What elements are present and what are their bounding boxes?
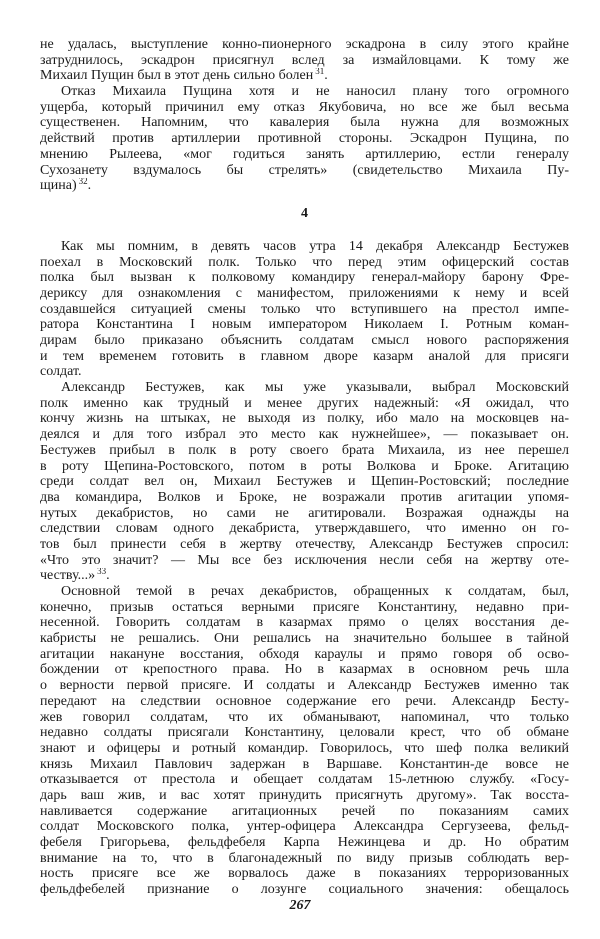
text-block-after-section: [40, 239, 569, 898]
text-line: полка был вызван к полковому командиру генерал-майору барону Фре-: [40, 270, 569, 286]
text-block-before-section: [40, 37, 569, 194]
text-line: ность присяге все же ворвалось даже в показаниях терроризованных: [40, 866, 569, 882]
text-line: два командира, Волков и Броке, не возражали против агитации упомя-: [40, 489, 569, 505]
text-line: «Что это значит? — Мы все без исключения несли себя на жертву оте-: [40, 552, 569, 568]
text-line: Основной темой в речах декабристов, обращенных к солдатам, был,: [61, 584, 569, 599]
text-line: знают и офицеры и ротный командир. Говорилось, что шеф полка великий: [40, 740, 569, 756]
line-tail: .: [106, 568, 110, 584]
text-line: передают на следствии основное содержание его речи. Александр Бесту-: [40, 693, 569, 709]
footnote-reference[interactable]: 31: [315, 68, 325, 77]
text-line: в роту Щепина-Ростовского, потом в роты Волкова и Броке. Агитацию: [40, 458, 569, 474]
paragraph: [40, 584, 569, 898]
text-line: [40, 178, 569, 194]
text-line: существенен. Напомним, что кавалерия была нужна для возможных: [40, 115, 569, 131]
text-line: солдат Московского полка, унтер-офицера Александра Сергузеева, фельд-: [40, 819, 569, 835]
paragraph: [40, 37, 569, 84]
text-line: ущерба, который причинил ему отказ Якубовича, но все же был весьма: [40, 99, 569, 115]
text-line: следствии словам одного декабриста, утверждавшего, что именно он го-: [40, 521, 569, 537]
text-line: среди солдат вел он, Михаил Бестужев и Щепин-Ростовский; последние: [40, 474, 569, 490]
text-line: ратора Константина I новым императором Николаем I. Ротным коман-: [40, 317, 569, 333]
text-line: действий против артиллерии противной стороны. Эскадрон Пущина, по: [40, 131, 569, 147]
text-line: отказывается от престола и обещает солдатам 15-летнюю службу. «Госу-: [40, 772, 569, 788]
text-line: фельдфебелей признание о лозунге социального значения: обещалось: [40, 882, 569, 898]
footnote-reference[interactable]: 33: [97, 568, 107, 577]
text-line: [40, 68, 569, 84]
text-line: внимание на то, что в благонадежный по виду призыв соблюдать вер-: [40, 850, 569, 866]
text-line: создавшейся ситуацией смены только что вступившего на престол импе-: [40, 301, 569, 317]
text-line: Александр Бестужев, как мы уже указывали, выбрал Московский: [61, 380, 569, 396]
text-line: нутых декабристов, но сами не агитировали. Возражая однажды на: [40, 505, 569, 521]
text-line: дарь ваш жив, и вас хотят принудить присягнуть другому». Так восста-: [40, 787, 569, 803]
text-line: Как мы помним, в девять часов утра 14 декабря Александр Бестужев: [61, 238, 569, 254]
text-line: дериксу для ознакомления с манифестом, приложениями к нему и всей: [40, 285, 569, 301]
text-line: агитации накануне восстания, обходя караулы и прямо говоря об осво-: [40, 646, 569, 662]
text-line: князь Михаил Павлович задержан в Варшаве. Константин-де вовсе не: [40, 756, 569, 772]
footnote-reference[interactable]: 32: [78, 178, 88, 187]
text-line: конечно, призыв остаться верными присяге Константину, недавно при-: [40, 599, 569, 615]
text-line: дирам было приказано объяснить солдатам смысл нового распоряжения: [40, 333, 569, 348]
line-tail: .: [324, 68, 328, 84]
text-line: Бестужев прибыл в полк в роту своего брата Михаила, из нее перешел: [40, 442, 569, 458]
paragraph: [40, 239, 569, 380]
text-line: Отказ Михаила Пущина хотя и не наносил плану того огромного: [61, 84, 569, 100]
text-line: бождении от крепостного права. Но в казармах в основном речь шла: [40, 662, 569, 678]
text-line: не удалась, выступление конно-пионерного эскадрона в силу этого крайне: [40, 37, 569, 52]
page-number: 267: [289, 898, 311, 913]
text-line: деялся и для того избрал это место как нужнейшее», — показывает он.: [40, 427, 569, 443]
text-line: недавно солдаты присягали Константину, целовали крест, что об обмане: [40, 725, 569, 741]
paragraph: [40, 380, 569, 584]
section-heading: 4: [301, 205, 308, 221]
text-line: фебеля Григорьева, фельдфебеля Карпа Нежинцева и др. Но обратим: [40, 835, 569, 850]
text-line: и тем временем готовить в главном дворе казарм аналой для присяги: [40, 348, 569, 364]
text-line: о верности первой присяге. И солдаты и Александр Бестужев именно так: [40, 678, 569, 694]
text-line: кончу жизнь на штыках, не выходя из полку, ибо мало на московцев на-: [40, 411, 569, 427]
page-body: [40, 37, 569, 898]
line-tail: .: [87, 178, 92, 194]
text-line: мнению Рылеева, «мог годиться занять артиллерию, естли генералу: [40, 146, 569, 162]
text-line: жев говорил солдатам, что их обманывают, напоминал, что только: [40, 709, 569, 725]
text-line: [40, 568, 569, 584]
text-line: Сухозанету вздумалось бы стрелять» (свидетельство Михаила Пу-: [40, 162, 569, 178]
text-line: несенной. Говорить солдатам в казармах прямо о целях восстания де-: [40, 615, 569, 631]
line-text: Михаил Пущин был в этот день сильно болен: [40, 68, 314, 84]
line-text: щина): [40, 178, 77, 194]
text-line: навливается содержание агитационных речей по показаниям самих: [40, 803, 569, 819]
text-line: полк именно как трудный и менее других надежный: «Я ожидал, что: [40, 395, 569, 411]
text-line: затруднилось, эскадрон присягнул вслед за измайловцами. К тому же: [40, 52, 569, 68]
text-line: солдат.: [40, 364, 82, 380]
text-line: кабристы не решались. Они решались на значительно большее в тайной: [40, 631, 569, 647]
line-text: честву...»: [40, 568, 96, 584]
paragraph: [40, 84, 569, 194]
text-line: тов был принести себя в жертву отечеству, Александр Бестужев спросил:: [40, 536, 569, 552]
text-line: поехал в Московский полк. Только что перед этим офицерский состав: [40, 254, 569, 270]
